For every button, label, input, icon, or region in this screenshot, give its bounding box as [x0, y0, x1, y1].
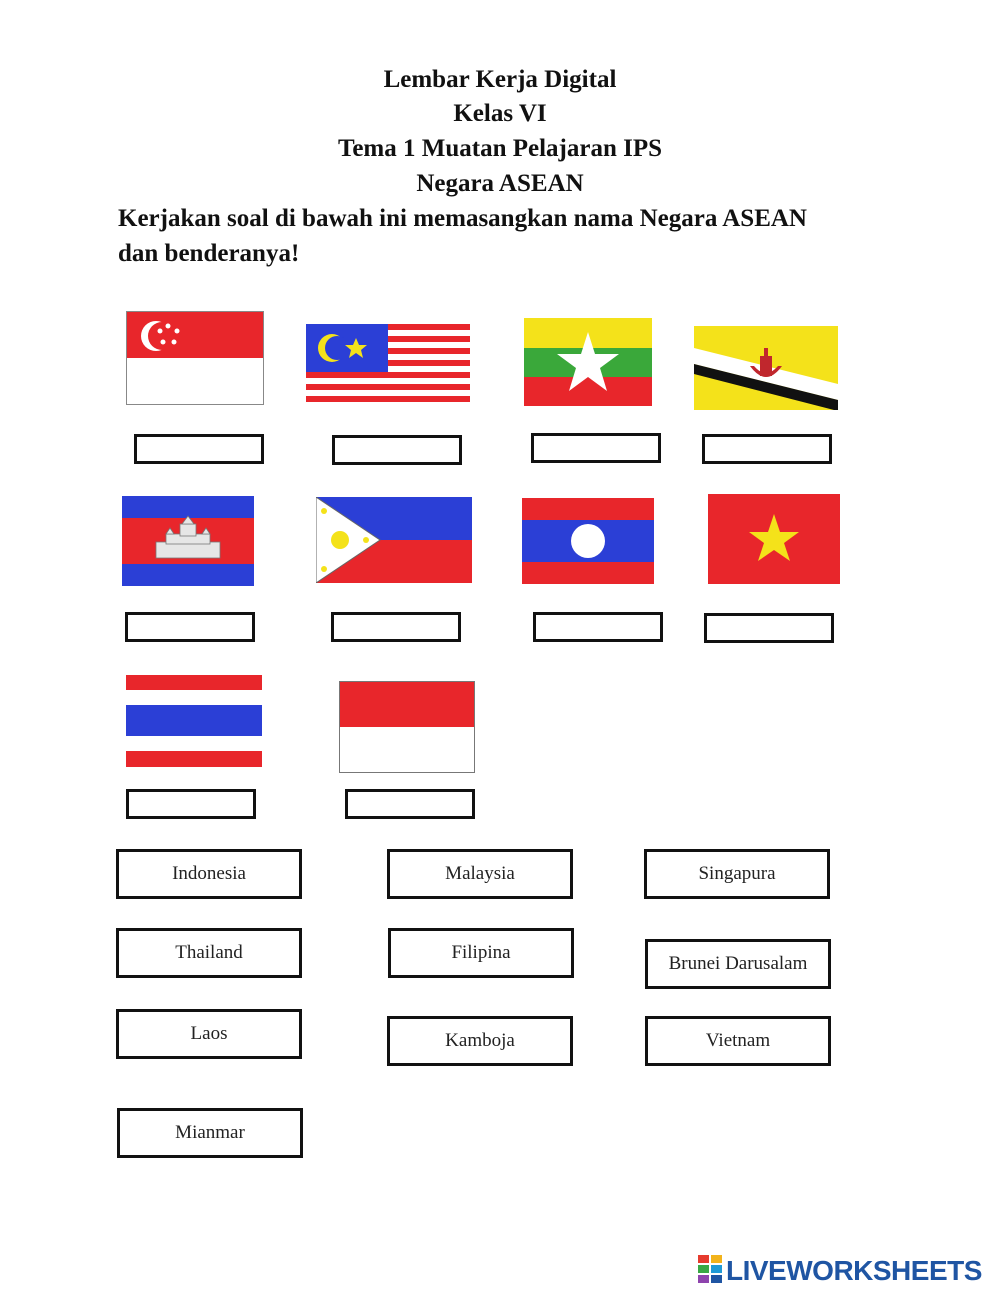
option-mianmar[interactable]: Mianmar: [117, 1108, 303, 1158]
malaysia-flag-icon: [306, 324, 470, 408]
answer-box-myanmar[interactable]: [531, 433, 661, 463]
option-vietnam[interactable]: Vietnam: [645, 1016, 831, 1066]
liveworksheets-logo: [698, 1256, 982, 1286]
brunei-flag-icon: [694, 326, 838, 410]
thailand-flag-icon: [126, 675, 262, 767]
answer-box-brunei[interactable]: [702, 434, 832, 464]
singapore-flag-icon: [126, 311, 264, 405]
liveworksheets-brand-text: LIVEWORKSHEETS: [726, 1255, 982, 1286]
instruction-line-1: Kerjakan soal di bawah ini memasangkan nama Negara ASEAN: [118, 205, 807, 232]
option-indonesia[interactable]: Indonesia: [116, 849, 302, 899]
option-malaysia[interactable]: Malaysia: [387, 849, 573, 899]
option-filipina[interactable]: Filipina: [388, 928, 574, 978]
option-laos[interactable]: Laos: [116, 1009, 302, 1059]
theme-label: Tema 1 Muatan Pelajaran IPS: [337, 135, 663, 162]
answer-box-philippines[interactable]: [331, 612, 461, 642]
philippines-flag-icon: [316, 497, 472, 583]
indonesia-flag-icon: [339, 681, 475, 773]
answer-box-thailand[interactable]: [126, 789, 256, 819]
option-kamboja[interactable]: Kamboja: [387, 1016, 573, 1066]
myanmar-flag-icon: [524, 318, 652, 406]
instruction-line-2: dan benderanya!: [118, 240, 300, 267]
class-label: Kelas VI: [453, 100, 547, 127]
option-brunei-darusalam[interactable]: Brunei Darusalam: [645, 939, 831, 989]
option-thailand[interactable]: Thailand: [116, 928, 302, 978]
answer-box-cambodia[interactable]: [125, 612, 255, 642]
answer-box-indonesia[interactable]: [345, 789, 475, 819]
liveworksheets-logo-icon: [698, 1255, 722, 1288]
topic-label: Negara ASEAN: [416, 170, 584, 197]
vietnam-flag-icon: [708, 494, 840, 584]
cambodia-flag-icon: [122, 496, 254, 586]
answer-box-vietnam[interactable]: [704, 613, 834, 643]
answer-box-singapore[interactable]: [134, 434, 264, 464]
laos-flag-icon: [522, 498, 654, 584]
answer-box-laos[interactable]: [533, 612, 663, 642]
option-singapura[interactable]: Singapura: [644, 849, 830, 899]
worksheet-title: Lembar Kerja Digital: [383, 66, 617, 93]
answer-box-malaysia[interactable]: [332, 435, 462, 465]
